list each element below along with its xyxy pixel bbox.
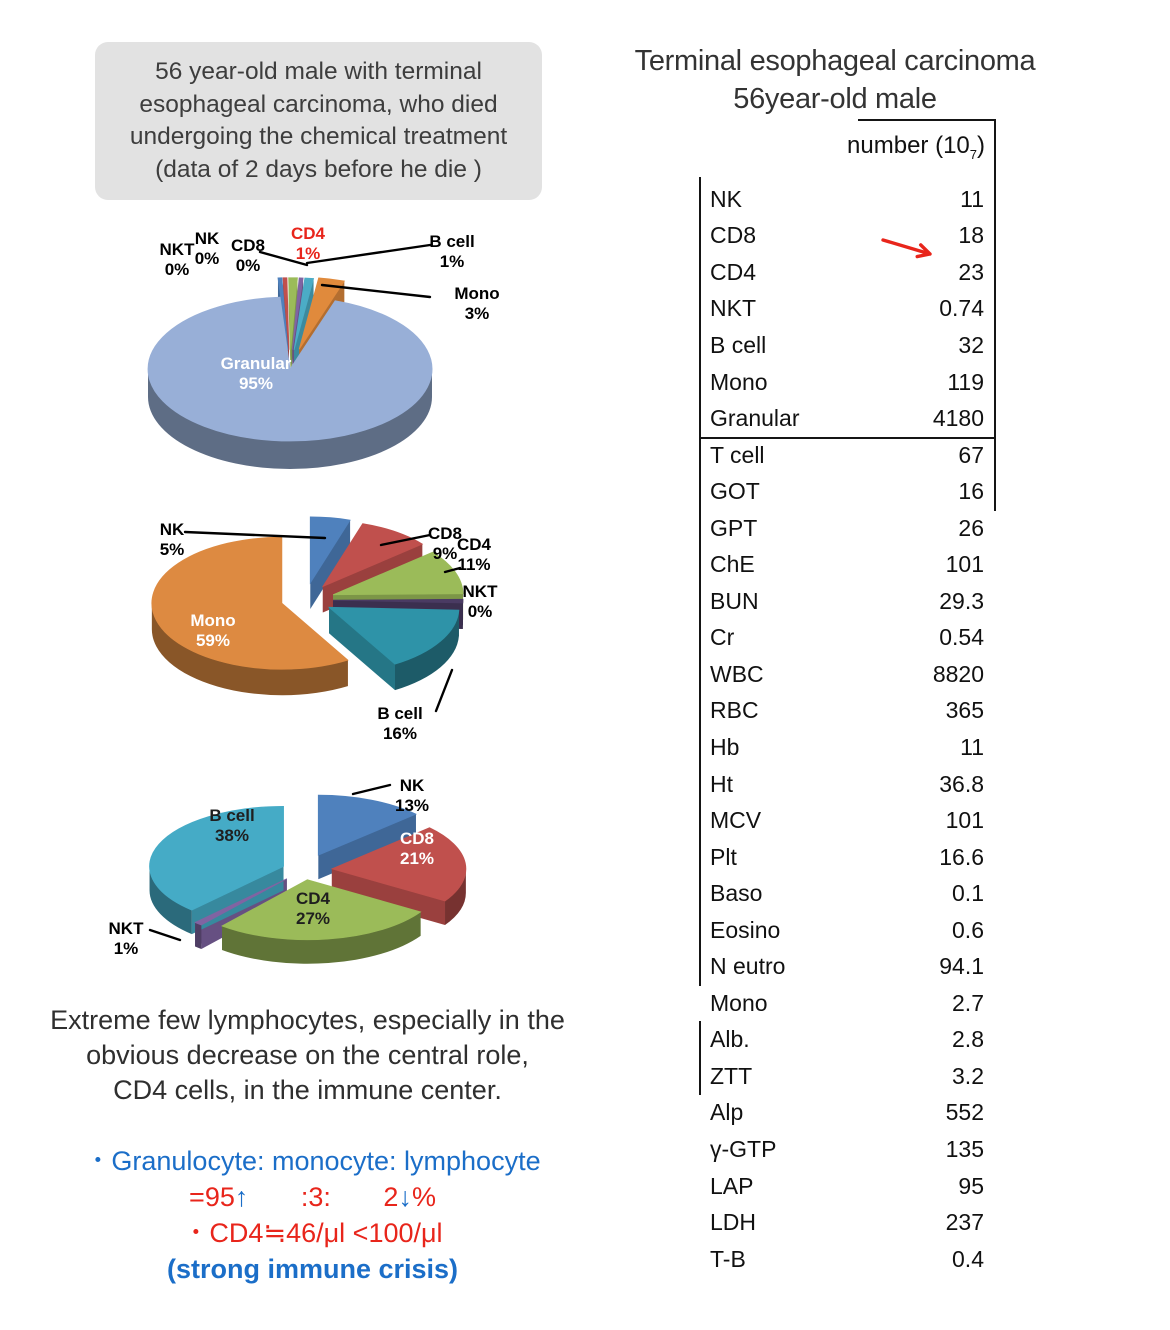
table-row-CD8 [700,218,993,255]
pie-label-percent: 1% [113,939,139,958]
pie-label-name: NKT [159,240,195,259]
pie-label-percent: 16% [382,724,418,743]
row-label: ChE [710,551,755,578]
row-value: 95 [958,1172,984,1199]
note-line [75,1215,550,1251]
pie-label-percent: 21% [399,849,435,868]
patient-summary-box [95,42,542,200]
pie-label-name: CD4 [295,889,330,908]
note-segment: ・Granulocyte: monocyte: lymphocyte [84,1146,541,1176]
summary-line: Extreme few lymphocytes, especially in the [50,1005,565,1035]
table-column-header [795,132,985,162]
row-label: GOT [710,478,760,505]
pie-label-name: CD8 [399,829,434,848]
notes-block [75,1143,550,1287]
row-label: NK [710,185,742,212]
table-title [600,42,1070,118]
row-label: Eosino [710,916,781,943]
note-line [75,1251,550,1287]
row-label: GPT [710,514,758,541]
table-row-Mono [700,364,993,401]
table-row-ZTT [700,1058,993,1095]
pie-label-name: B cell [209,806,255,825]
pie-label-percent: 1% [439,252,465,271]
table-row-Ht [700,766,993,803]
pie-label-percent: 0% [467,602,493,621]
note-segment: ↑ [234,1182,249,1212]
pie-label-name: Granular [220,354,292,373]
pie-label-name: Mono [190,611,236,630]
patient-box-line: esophageal carcinoma, who died [139,90,498,118]
row-label: Mono [710,989,768,1016]
patient-box-line: (data of 2 days before he die ) [155,155,482,183]
red-arrow-path [883,240,930,257]
pie-label-Mono [190,611,235,651]
patient-box-line: undergoing the chemical treatment [129,123,508,150]
note-line [75,1179,550,1215]
pie-label-name: B cell [429,232,475,251]
row-label: N eutro [710,953,786,980]
pie-label-B-cell [429,232,474,272]
table-row-γ-GTP [700,1131,993,1168]
row-label: LAP [710,1172,754,1199]
table-row-Hb [700,729,993,766]
pie-label-percent: 0% [235,256,261,275]
pie-label-Granular [221,354,292,394]
summary-line: CD4 cells, in the immune center. [113,1075,502,1105]
table-row-T-cell [700,437,993,474]
pie-label-name: NKT [462,582,498,601]
row-value: 135 [945,1135,984,1162]
pie-label-percent: 95% [238,374,274,393]
row-value: 32 [958,331,984,358]
row-label: Ht [710,770,733,797]
column-header-close: ) [977,132,985,159]
leader-line [185,532,325,538]
table-row-LDH [700,1204,993,1241]
pie-label-percent: 27% [295,909,331,928]
table-row-Baso [700,875,993,912]
row-value: 29.3 [939,587,984,614]
row-label: Hb [710,733,740,760]
row-label: CD8 [710,222,757,249]
table-row-B-cell [700,327,993,364]
leader-line [150,930,180,940]
row-label: γ-GTP [710,1135,777,1162]
pie-label-name: CD4 [456,535,492,554]
pie-label-name: CD8 [230,236,266,255]
row-value: 26 [958,514,984,541]
row-value: 16 [958,478,984,505]
pie-label-percent: 59% [195,631,231,650]
pie-label-percent: 9% [432,544,458,563]
note-segment: % [411,1182,436,1212]
table-row-NK [700,181,993,218]
pie-label-name: CD4 [290,224,326,243]
row-label: BUN [710,587,759,614]
table-row-Cr [700,620,993,657]
pie-label-B-cell [377,704,422,744]
pie-label-name: B cell [377,704,423,723]
row-label: LDH [710,1209,757,1236]
lab-values-table [700,181,993,1277]
row-value: 3.2 [952,1062,984,1089]
note-segment: 2 [383,1182,399,1212]
row-value: 0.6 [952,916,984,943]
table-row-ChE [700,546,993,583]
row-label: Alp [710,1099,744,1126]
summary-text [25,1003,590,1108]
note-segment: ・CD4≒46/μl <100/μl [182,1218,443,1248]
row-value: 11 [960,185,984,212]
table-row-LAP [700,1168,993,1205]
row-label: CD4 [710,258,757,285]
leader-line [307,245,430,263]
row-value: 11 [960,733,984,760]
row-value: 237 [945,1209,984,1236]
row-label: ZTT [710,1062,753,1089]
row-label: MCV [710,807,762,834]
row-value: 0.74 [939,295,984,322]
patient-box-line: 56 year-old male with terminal [155,58,482,85]
pie-label-percent: 38% [214,826,250,845]
row-value: 0.1 [952,880,984,907]
pie-label-percent: 11% [457,555,491,574]
note-segment: :3: [248,1182,384,1212]
pie-label-NKT [463,582,498,622]
row-label: Alb. [710,1026,750,1053]
row-label: Mono [710,368,768,395]
row-label: WBC [710,660,764,687]
pie-label-percent: 5% [159,540,185,559]
row-value: 119 [947,368,984,395]
table-row-WBC [700,656,993,693]
pie-chart-lymphocytes [95,770,519,1002]
row-label: Plt [710,843,737,870]
pie-label-percent: 3% [464,304,490,323]
pie-label-CD4 [296,889,330,929]
summary-line: obvious decrease on the central role, [86,1040,529,1070]
pie-label-NK [195,229,220,269]
row-value: 2.8 [952,1026,984,1053]
pie-label-name: CD8 [427,524,463,543]
table-row-MCV [700,802,993,839]
pie-label-CD8 [231,236,265,276]
table-row-Granular [700,400,993,437]
row-value: 18 [958,222,984,249]
row-value: 16.6 [939,843,984,870]
row-value: 101 [945,807,984,834]
table-row-Plt [700,839,993,876]
row-value: 67 [958,441,984,468]
pie3-canvas [95,770,519,1002]
pie-label-percent: 0% [164,260,190,279]
row-label: NKT [710,295,756,322]
row-label: Baso [710,880,763,907]
pie-chart-total-leukocytes [110,212,550,474]
pie-chart-white-cell-subsets [108,498,560,766]
table-row-N-eutro [700,948,993,985]
note-segment: =95 [189,1182,235,1212]
pie-rim-wall [195,922,201,948]
table-title-line2: 56year-old male [733,83,937,115]
row-value: 2.7 [952,989,984,1016]
pie-label-name: NK [194,229,220,248]
leader-line [436,670,452,711]
column-header-text: number (10 [847,132,970,159]
pie-label-NK [395,776,429,816]
pie-label-NK [160,520,185,560]
row-label: Cr [710,624,735,651]
table-row-Alp [700,1095,993,1132]
pie-label-percent: 13% [394,796,430,815]
table-row-Eosino [700,912,993,949]
row-label: RBC [710,697,759,724]
note-line [75,1143,550,1179]
row-label: T-B [710,1245,746,1272]
table-row-BUN [700,583,993,620]
pie-label-NKT [160,240,195,280]
red-arrow-annotation [875,232,945,266]
row-value: 0.4 [952,1245,984,1272]
leader-line [353,785,390,794]
table-border-right [994,119,996,511]
pie-label-name: NK [159,520,185,539]
row-value: 94.1 [939,953,984,980]
table-row-Mono [700,985,993,1022]
table-row-GOT [700,473,993,510]
row-value: 101 [945,551,984,578]
row-value: 8820 [932,660,984,687]
table-title-line1: Terminal esophageal carcinoma [634,45,1036,77]
row-label: T cell [710,441,765,468]
note-segment: ↓ [398,1182,412,1212]
row-value: 4180 [932,405,984,432]
table-border-top [858,119,996,121]
table-row-NKT [700,291,993,328]
column-header-subscript: 7 [969,146,977,162]
pie-label-percent: 0% [194,249,220,268]
pie-label-Mono [454,284,499,324]
row-value: 23 [958,258,984,285]
row-value: 0.54 [939,624,984,651]
pie-label-name: Mono [454,284,500,303]
pie-label-CD4 [457,535,491,575]
row-value: 365 [945,697,984,724]
row-value: 36.8 [939,770,984,797]
pie-label-B-cell [209,806,254,846]
table-row-Alb- [700,1022,993,1059]
pie-label-CD4 [291,224,325,264]
pie-label-NKT [109,919,144,959]
note-segment: (strong immune crisis) [166,1254,459,1284]
row-value: 552 [945,1099,984,1126]
table-row-GPT [700,510,993,547]
pie-label-name: NK [399,776,425,795]
pie-label-percent: 1% [295,244,321,263]
pie-label-name: NKT [108,919,144,938]
pie-label-CD8 [400,829,434,869]
table-row-RBC [700,693,993,730]
table-row-CD4 [700,254,993,291]
table-row-T-B [700,1241,993,1278]
row-label: Granular [710,405,800,432]
row-label: B cell [710,331,767,358]
